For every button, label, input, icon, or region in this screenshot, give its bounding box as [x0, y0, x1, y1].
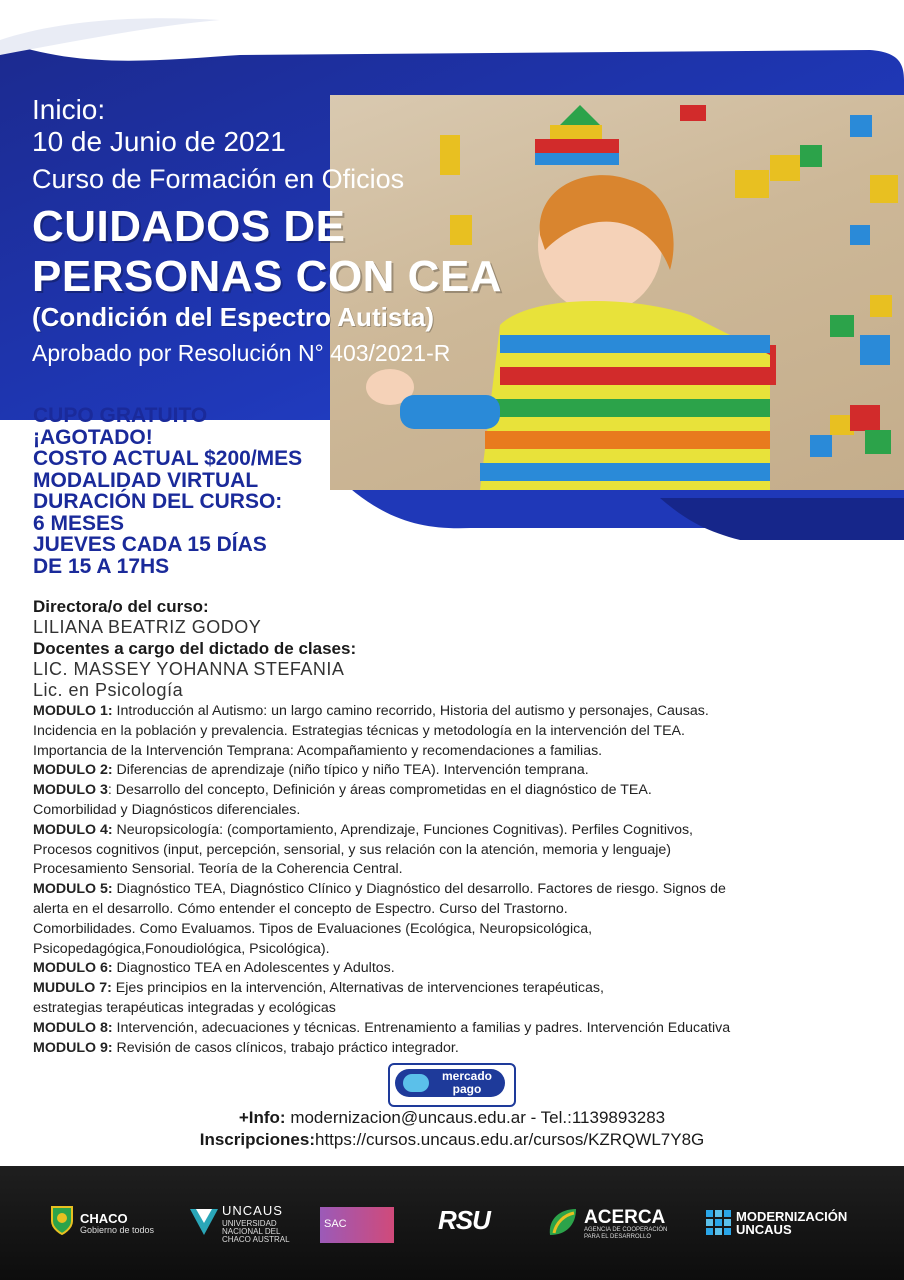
info-line: JUEVES CADA 15 DÍAS: [33, 533, 267, 556]
module-list: [33, 702, 883, 1058]
info-line: ¡AGOTADO!: [33, 425, 153, 449]
module-line: MODULO 2: Diferencias de aprendizaje (niño típico y niño TEA). Intervención temprana.: [33, 762, 589, 779]
director-name: LILIANA BEATRIZ GODOY: [33, 617, 262, 637]
registration-url: https://cursos.uncaus.edu.ar/cursos/KZRQWL7Y8G: [314, 1130, 705, 1149]
course-subtitle: (Condición del Espectro Autista): [32, 302, 435, 332]
info-line: DURACIÓN DEL CURSO:: [33, 490, 283, 513]
director-label: Directora/o del curso:: [33, 597, 209, 616]
uncaus-triangle-icon: [190, 1207, 218, 1237]
modernizacion-grid-icon: [706, 1210, 732, 1236]
poster: Inicio: 10 de Junio de 2021 Curso de Formación en Oficios CUIDADOS DE PERSONAS CON CEA (Condición del Espectro Autista) Aprobado por Resolución N° 403/2021-R CUPO GRATUITO ¡AGOTADO! COSTO ACTUAL $200/MES MODALIDAD VIRTUAL DURACIÓN DEL CURSO: 6 MESES JUEVES CADA 15 DÍAS DE 15 A 17HS Directora/o del curso: LILIANA BEATRIZ GODOY Docentes a cargo del dictado de clases: LIC. MASSEY YOHANNA STEFANIA Lic. en Psicología MODULO 1: Introducción al Autismo: un largo camino recorrido, Historia del autismo y personajes, Causas. Incidencia en la población y prevalencia. Estrategias técnicas y metodología en la intervención del TEA. Importancia de la Intervención Temprana: Acompañamiento y recomendaciones a familias. MODULO 2: Diferencias de aprendizaje (niño típico y niño TEA). Intervención temprana. MODULO 3: Desarrollo del concepto, Definición y áreas comprometidas en el diagnóstico de TEA. Comorbilidad y Diagnósticos diferenciales. MODULO 4: Neuropsicología: (comportamiento, Aprendizaje, Funciones Cognitivas). Perfiles Cognitivos, Procesos cognitivos (input, percepción, sensorial, y sus relación con la atención, memoria y lenguaje) Procesamiento Sensorial. Teoría de la Coherencia Central. MODULO 5: Diagnóstico TEA, Diagnóstico Clínico y Diagnóstico del desarrollo. Factores de riesgo. Signos de alerta en el desarrollo. Cómo entender el concepto de Espectro. Curso del Trastorno. Comorbilidades. Como Evaluamos. Tipos de Evaluaciones (Ecológica, Neuropsicológica, Psicopedagógica,Fonoudiológica, Psicológica). MODULO 6: Diagnostico TEA en Adolescentes y Adultos. MUDULO 7: Ejes principios en la intervención, Alternativas de intervenciones terapéuticas, estrategias terapéuticas integradas y ecológicas MODULO 8: Intervención, adecuaciones y técnicas. Entrenamiento a familias y padres. Intervención Educativa MODULO 9: Revisión de casos clínicos, trabajo práctico integrador. mercado pago +Info: modernizacion@uncaus.edu.ar - Tel.:1139893283 Inscripciones:https://cursos.uncaus.edu.ar/cursos/KZRQWL7Y8G CHACO Gobierno de todos UNCAUS UNIVERSIDAD NACIONAL DEL CHACO AUSTRAL SAC RSU ACERCA AGENCIA DE COOPERACIÓN PARA EL DESARROLLO MODERNIZACIÓN UNCAUS: [0, 0, 904, 1280]
contact-info: [0, 1108, 904, 1128]
acerca-name: ACERCA: [584, 1207, 666, 1228]
start-label: Inicio:: [32, 94, 106, 125]
info-label: +Info:: [238, 1108, 286, 1127]
info-value: modernizacion@uncaus.edu.ar - Tel.:1139893283: [285, 1108, 666, 1127]
module-line: MODULO 1: Introducción al Autismo: un largo camino recorrido, Historia del autismo y personajes, Causas.: [33, 703, 709, 719]
module-line: Comorbilidad y Diagnósticos diferenciales.: [33, 801, 301, 818]
mercado-pago-line2: pago: [452, 1082, 482, 1096]
module-label: MODULO 5:: [33, 881, 113, 898]
docente-name: LIC. MASSEY YOHANNA STEFANIA: [33, 659, 345, 679]
module-label: MODULO 1:: [33, 703, 113, 719]
docente-title: Lic. en Psicología: [33, 680, 184, 700]
module-label: MODULO 2:: [33, 762, 113, 779]
mercado-pago-line1: mercado: [441, 1069, 493, 1083]
uncaus-name: UNCAUS: [222, 1203, 283, 1218]
module-line: MODULO 4: Neuropsicología: (comportamiento, Aprendizaje, Funciones Cognitivas). Perfiles Cognitivos,: [33, 821, 694, 838]
resolution-text: Aprobado por Resolución N° 403/2021-R: [32, 340, 451, 366]
sac-name: SAC: [324, 1218, 347, 1230]
acerca-leaf-icon: [546, 1205, 580, 1239]
module-line: alerta en el desarrollo. Cómo entender el concepto de Espectro. Curso del Trastorno.: [33, 900, 568, 917]
chaco-sub: Gobierno de todos: [80, 1225, 155, 1235]
module-label: MODULO 8:: [33, 1019, 113, 1036]
module-label: MODULO 3: [33, 782, 108, 799]
start-date: 10 de Junio de 2021: [32, 126, 286, 157]
registration-info: [0, 1130, 904, 1150]
info-line: CUPO GRATUITO: [33, 404, 208, 427]
module-line: MODULO 3: Desarrollo del concepto, Definición y áreas comprometidas en el diagnóstico de TEA.: [33, 782, 652, 799]
module-line: MODULO 8: Intervención, adecuaciones y técnicas. Entrenamiento a familias y padres. Intervención Educativa: [33, 1019, 731, 1036]
mercado-pago-logo: [388, 1063, 516, 1107]
course-staff: [33, 596, 356, 701]
registration-label: Inscripciones:: [199, 1130, 315, 1149]
module-label: MODULO 9:: [33, 1039, 113, 1056]
module-line: Psicopedagógica,Fonoudiológica, Psicológica).: [33, 940, 330, 957]
course-title-line2: PERSONAS CON CEA: [32, 252, 503, 301]
course-title-line1: CUIDADOS DE: [32, 202, 346, 251]
module-line: estrategias terapéuticas integradas y ecológicas: [33, 999, 336, 1016]
module-line: Procesos cognitivos (input, percepción, sensorial, y sus relación con la atención, memoria y lenguaje): [33, 841, 671, 858]
course-type: Curso de Formación en Oficios: [32, 164, 405, 194]
docentes-label: Docentes a cargo del dictado de clases:: [33, 639, 357, 658]
info-line: COSTO ACTUAL $200/MES: [33, 447, 303, 470]
modernizacion-sub: UNCAUS: [736, 1222, 792, 1237]
module-line: Procesamiento Sensorial. Teoría de la Coherencia Central.: [33, 861, 403, 878]
chaco-name: CHACO: [80, 1211, 128, 1226]
module-line: MODULO 5: Diagnóstico TEA, Diagnóstico Clínico y Diagnóstico del desarrollo. Factores de riesgo. Signos de: [33, 881, 726, 898]
module-line: Incidencia en la población y prevalencia. Estrategias técnicas y metodología en la intervención del TEA.: [33, 722, 685, 739]
module-line: Comorbilidades. Como Evaluamos. Tipos de Evaluaciones (Ecológica, Neuropsicológica,: [33, 920, 593, 937]
module-line: MUDULO 7: Ejes principios en la intervención, Alternativas de intervenciones terapéuticas,: [33, 980, 604, 997]
module-line: MODULO 6: Diagnostico TEA en Adolescentes y Adultos.: [33, 960, 395, 977]
module-label: MUDULO 7:: [33, 980, 112, 997]
info-line: DE 15 A 17HS: [33, 554, 170, 578]
module-line: Importancia de la Intervención Temprana: Acompañamiento y recomendaciones a familias.: [33, 742, 603, 759]
info-line: MODALIDAD VIRTUAL: [33, 468, 259, 492]
rsu-name: RSU: [438, 1205, 490, 1235]
module-line: MODULO 9: Revisión de casos clínicos, trabajo práctico integrador.: [33, 1039, 459, 1056]
module-label: MODULO 4:: [33, 821, 113, 838]
handshake-icon: [403, 1074, 429, 1092]
modernizacion-name: MODERNIZACIÓN: [736, 1209, 848, 1224]
course-info: [33, 405, 302, 577]
chaco-shield-icon: [50, 1205, 74, 1235]
module-label: MODULO 6:: [33, 960, 113, 977]
info-line: 6 MESES: [33, 511, 125, 535]
